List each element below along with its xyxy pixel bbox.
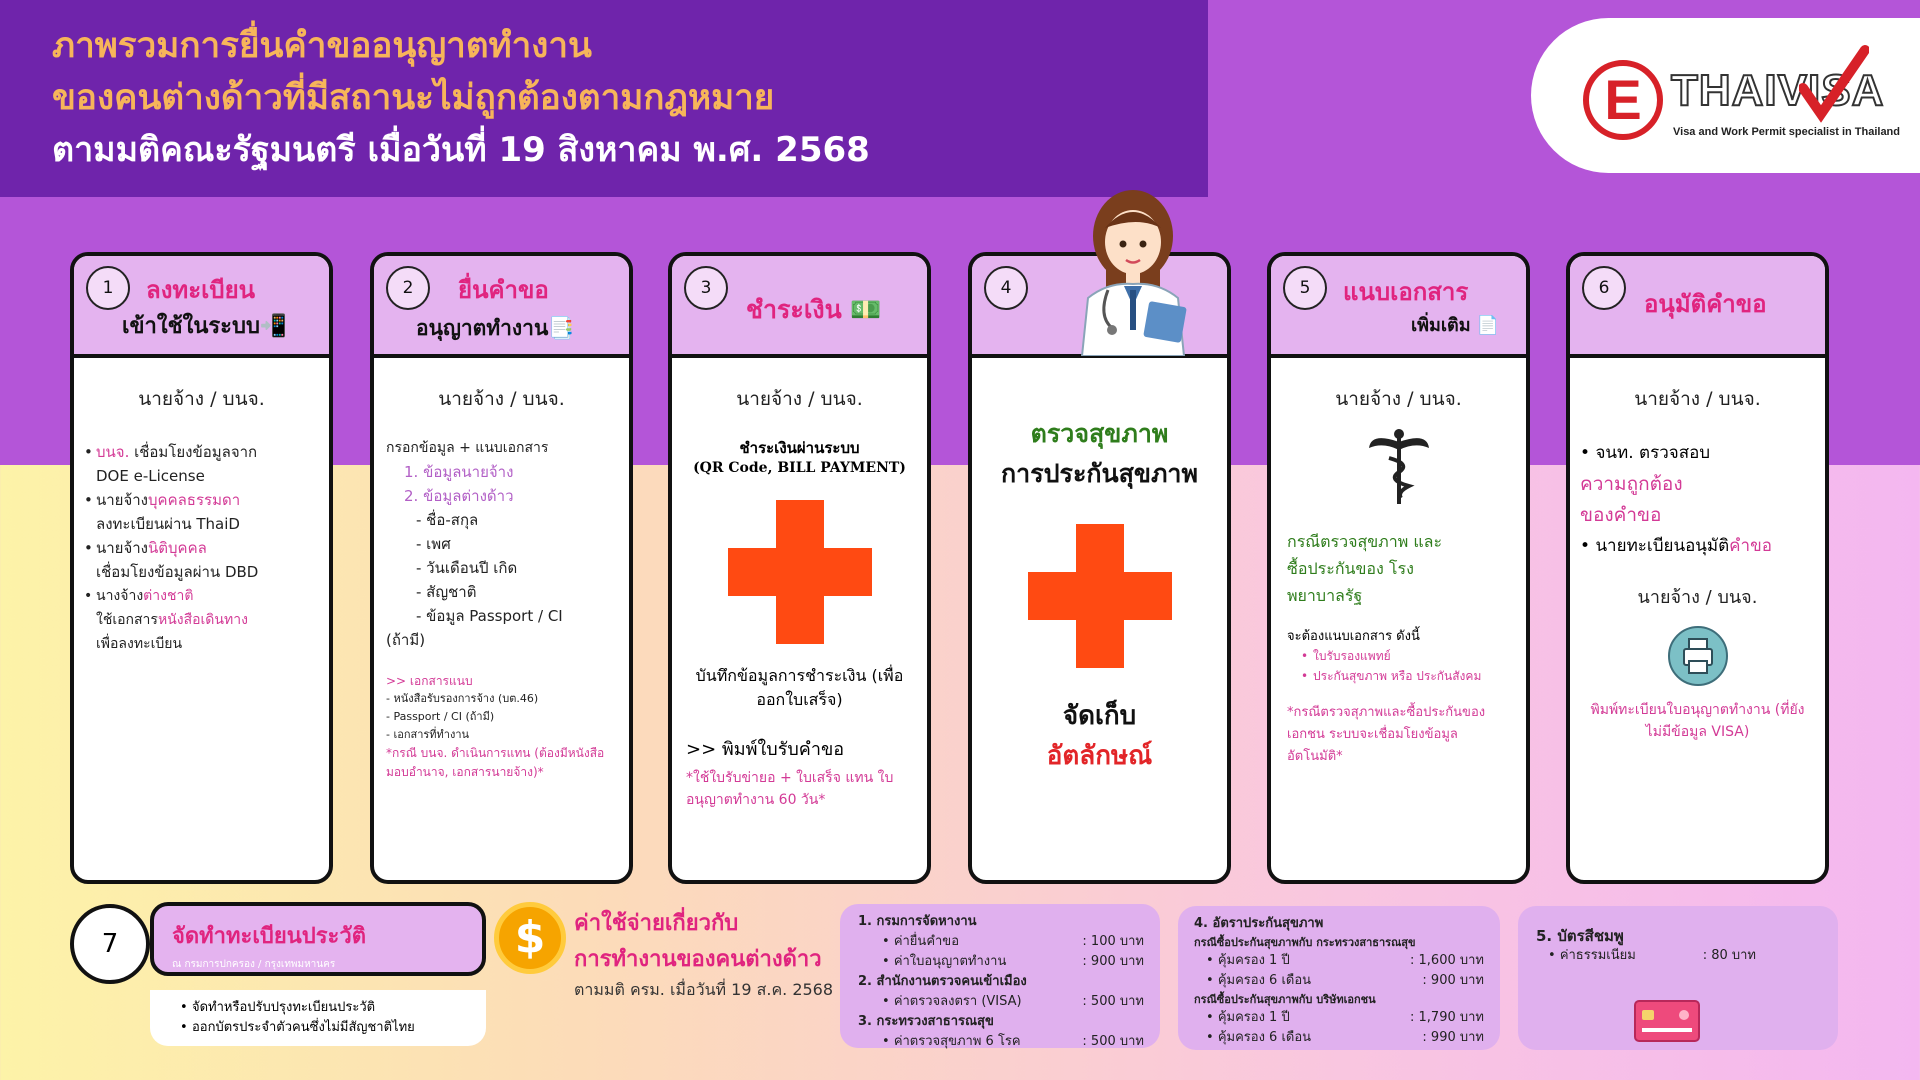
dollar-coin-icon: $ xyxy=(494,902,566,974)
check-officer: • จนท. ตรวจสอบ xyxy=(1580,443,1711,463)
step-role: นายจ้าง / บนจ. xyxy=(438,388,565,410)
step-title: อนุมัติคำขอ xyxy=(1644,290,1767,318)
costs-title-2: การทำงานของคนต่างด้าว xyxy=(574,947,822,972)
step-number: 6 xyxy=(1582,266,1626,310)
cost-row: • คุ้มครอง 6 เดือน : 900 บาท xyxy=(1206,973,1484,988)
cost-heading: 5. บัตรสีชมพู xyxy=(1536,927,1624,945)
subitem: - เพศ xyxy=(416,535,451,553)
step-3-note: *ใช้ใบรับข่ายอ + ใบเสร็จ แทน ใบอนุญาตทำงาน 60 วัน* xyxy=(686,770,894,808)
health-check-text: ตรวจสุขภาพ xyxy=(1030,419,1169,448)
doctor-illustration xyxy=(1068,186,1198,356)
costs-heading xyxy=(574,906,833,1003)
attach-title: จะต้องแนบเอกสาร ดังนี้ xyxy=(1287,629,1420,644)
step-title: ลงทะเบียน xyxy=(146,276,256,304)
step-1-list xyxy=(84,440,315,656)
step-subtitle: เพิ่มเติม 📄 xyxy=(1411,315,1500,336)
health-insurance-text: การประกันสุขภาพ xyxy=(1001,459,1198,488)
list-item: • จัดทำหรือปรับปรุงทะเบียนประวัติ xyxy=(180,998,486,1018)
costs-title-1: ค่าใช้จ่ายเกี่ยวกับ xyxy=(574,911,739,936)
step-2-header xyxy=(374,256,629,358)
step-number: 4 xyxy=(984,266,1028,310)
step-number: 3 xyxy=(684,266,728,310)
docs-title: >> เอกสารแนบ xyxy=(386,674,473,688)
cost-group: กรณีซื้อประกันสุขภาพกับ บริษัทเอกชน xyxy=(1194,993,1376,1006)
cost-box-3 xyxy=(1518,906,1838,1050)
step-number: 1 xyxy=(86,266,130,310)
step-5-note: *กรณีตรวจสุภาพและซื้อประกันของเอกชน ระบบจะเชื่อมโยงข้อมูลอัตโนมัติ* xyxy=(1287,705,1486,764)
cost-row: • ค่าธรรมเนียม : 80 บาท xyxy=(1548,948,1756,963)
step-7-title: จัดทำทะเบียนประวัติ xyxy=(172,924,367,949)
step-title: ชำระเงิน 💵 xyxy=(746,295,882,324)
step-7-sub: ณ กรมการปกครอง / กรุงเทพมหานคร xyxy=(172,959,336,970)
doc-item: - หนังสือรับรองการจ้าง (บต.46) xyxy=(386,692,539,705)
step-card-3 xyxy=(668,252,931,884)
cost-heading: 3. กระทรวงสาธารณสุข xyxy=(858,1014,994,1029)
pay-methods: (QR Code, BILL PAYMENT) xyxy=(693,460,906,476)
subitem: (ถ้ามี) xyxy=(386,631,426,649)
record-text: บันทึกข้อมูลการชำระเงิน (เพื่อออกใบเสร็จ) xyxy=(695,666,904,709)
list-item: • ใบรับรองแพทย์ xyxy=(1301,646,1506,666)
cost-box-2 xyxy=(1178,906,1500,1050)
step-subtitle: เข้าใช้ในระบบ📲 xyxy=(122,314,288,339)
cost-row: • คุ้มครอง 1 ปี : 1,790 บาท xyxy=(1206,1010,1484,1025)
list-item: • ออกบัตรประจำตัวคนซึ่งไม่มีสัญชาติไทย xyxy=(180,1018,486,1038)
biometrics-text: อัตลักษณ์ xyxy=(1046,741,1153,771)
logo-e-mark: E xyxy=(1583,60,1663,140)
cost-row: • ค่าตรวจลงตรา (VISA) : 500 บาท xyxy=(882,994,1144,1009)
list-item: • ประกันสุขภาพ หรือ ประกันสังคม xyxy=(1301,666,1506,686)
step-5-header xyxy=(1271,256,1526,358)
step-card-2 xyxy=(370,252,633,884)
step-2-note: *กรณี บนจ. ดำเนินการแทน (ต้องมีหนังสือมอบอำนาจ, เอกสารนายจ้าง)* xyxy=(386,746,605,779)
step-7-header xyxy=(150,902,486,976)
step-card-6 xyxy=(1566,252,1829,884)
item-employer: 1. ข้อมูลนายจ้าง xyxy=(404,463,514,481)
pay-text: ชำระเงินผ่านระบบ xyxy=(739,439,860,457)
logo-name: THAIVISA xyxy=(1671,66,1885,115)
header-title-line1: ภาพรวมการยื่นคำขออนุญาตทำงาน xyxy=(52,26,592,66)
step-1-header xyxy=(74,256,329,358)
costs-subtitle: ตามมติ ครม. เมื่อวันที่ 19 ส.ค. 2568 xyxy=(574,980,834,999)
red-cross-icon xyxy=(1028,524,1172,668)
check-mark-icon xyxy=(1799,44,1869,124)
step-title: ยื่นคำขอ xyxy=(458,276,549,304)
list-item: • นางจ้างต่างชาติ ใช้เอกสารหนังสือเดินทาง เพื่อลงทะเบียน xyxy=(84,584,315,656)
step-number: 5 xyxy=(1283,266,1327,310)
thaivisa-logo xyxy=(1531,18,1920,173)
step-role: นายจ้าง / บนจ. xyxy=(736,388,863,410)
cost-row: • คุ้มครอง 6 เดือน : 990 บาท xyxy=(1206,1030,1484,1045)
step-subtitle: อนุญาตทำงาน📑 xyxy=(416,316,575,340)
caduceus-icon xyxy=(1367,428,1431,506)
step-number-7: 7 xyxy=(70,904,150,984)
step-6-header xyxy=(1570,256,1825,358)
step-3-header xyxy=(672,256,927,358)
list-item: • นายจ้างบุคคลธรรมดา ลงทะเบียนผ่าน ThaiD xyxy=(84,488,315,536)
step-card-1 xyxy=(70,252,333,884)
item-foreigner: 2. ข้อมูลต่างด้าว xyxy=(404,487,514,505)
print-receipt: >> พิมพ์ใบรับคำขอ xyxy=(686,739,845,760)
cost-row: • ค่ายื่นคำขอ : 100 บาท xyxy=(882,934,1144,949)
pink-card-icon xyxy=(1634,1000,1700,1042)
header-title-line2: ของคนต่างด้าวที่มีสถานะไม่ถูกต้องตามกฎหมาย xyxy=(52,78,775,118)
cost-heading: 4. อัตราประกันสุขภาพ xyxy=(1194,916,1324,931)
step-role-2: นายจ้าง / บนจ. xyxy=(1637,587,1758,608)
cost-row: • ค่าตรวจสุขภาพ 6 โรค : 500 บาท xyxy=(882,1034,1144,1049)
step-role: นายจ้าง / บนจ. xyxy=(138,388,265,410)
subitem: - สัญชาติ xyxy=(416,583,477,601)
check-accuracy: ความถูกต้อง xyxy=(1580,473,1683,495)
collect-text: จัดเก็บ xyxy=(1062,701,1137,731)
red-cross-icon xyxy=(728,500,872,644)
cost-row: • คุ้มครอง 1 ปี : 1,600 บาท xyxy=(1206,953,1484,968)
logo-tagline: Visa and Work Permit specialist in Thailand xyxy=(1673,126,1900,138)
cost-box-1 xyxy=(840,904,1160,1048)
fill-info: กรอกข้อมูล + แนบเอกสาร xyxy=(386,440,549,456)
subitem: - ชื่อ-สกุล xyxy=(416,511,479,529)
header-banner xyxy=(0,0,1208,197)
step-role: นายจ้าง / บนจ. xyxy=(1634,388,1761,410)
step-card-5 xyxy=(1267,252,1530,884)
printer-icon xyxy=(1667,625,1729,687)
check-request: ของคำขอ xyxy=(1580,504,1662,526)
step-title: แนบเอกสาร xyxy=(1343,278,1469,306)
list-item: • นายจ้างนิติบุคคล เชื่อมโยงข้อมูลผ่าน DBD xyxy=(84,536,315,584)
subitem: - วันเดือนปี เกิด xyxy=(416,559,518,577)
step-7-body xyxy=(150,990,486,1046)
step-number: 2 xyxy=(386,266,430,310)
cost-group: กรณีซื้อประกันสุขภาพกับ กระทรวงสาธารณสุข xyxy=(1194,936,1416,949)
step-role: นายจ้าง / บนจ. xyxy=(1335,388,1462,410)
cost-heading: 1. กรมการจัดหางาน xyxy=(858,914,977,929)
subitem: - ข้อมูล Passport / CI xyxy=(416,607,563,625)
hospital-case: กรณีตรวจสุขภาพ และซื้อประกันของ โรงพยาบาลรัฐ xyxy=(1287,532,1443,605)
list-item: • บนจ. เชื่อมโยงข้อมูลจาก DOE e-License xyxy=(84,440,315,488)
cost-heading: 2. สำนักงานตรวจคนเข้าเมือง xyxy=(858,974,1027,989)
print-permit-text: พิมพ์ทะเบียนใบอนุญาตทำงาน (ที่ยังไม่มีข้อมูล VISA) xyxy=(1590,702,1805,740)
doc-item: - Passport / CI (ถ้ามี) xyxy=(386,710,495,723)
cost-row: • ค่าใบอนุญาตทำงาน : 900 บาท xyxy=(882,954,1144,969)
doc-item: - เอกสารที่ทำงาน xyxy=(386,728,470,741)
header-subtitle: ตามมติคณะรัฐมนตรี เมื่อวันที่ 19 สิงหาคม พ.ศ. 2568 xyxy=(52,130,870,170)
registrar-approve: • นายทะเบียนอนุมัติคำขอ xyxy=(1580,536,1772,556)
